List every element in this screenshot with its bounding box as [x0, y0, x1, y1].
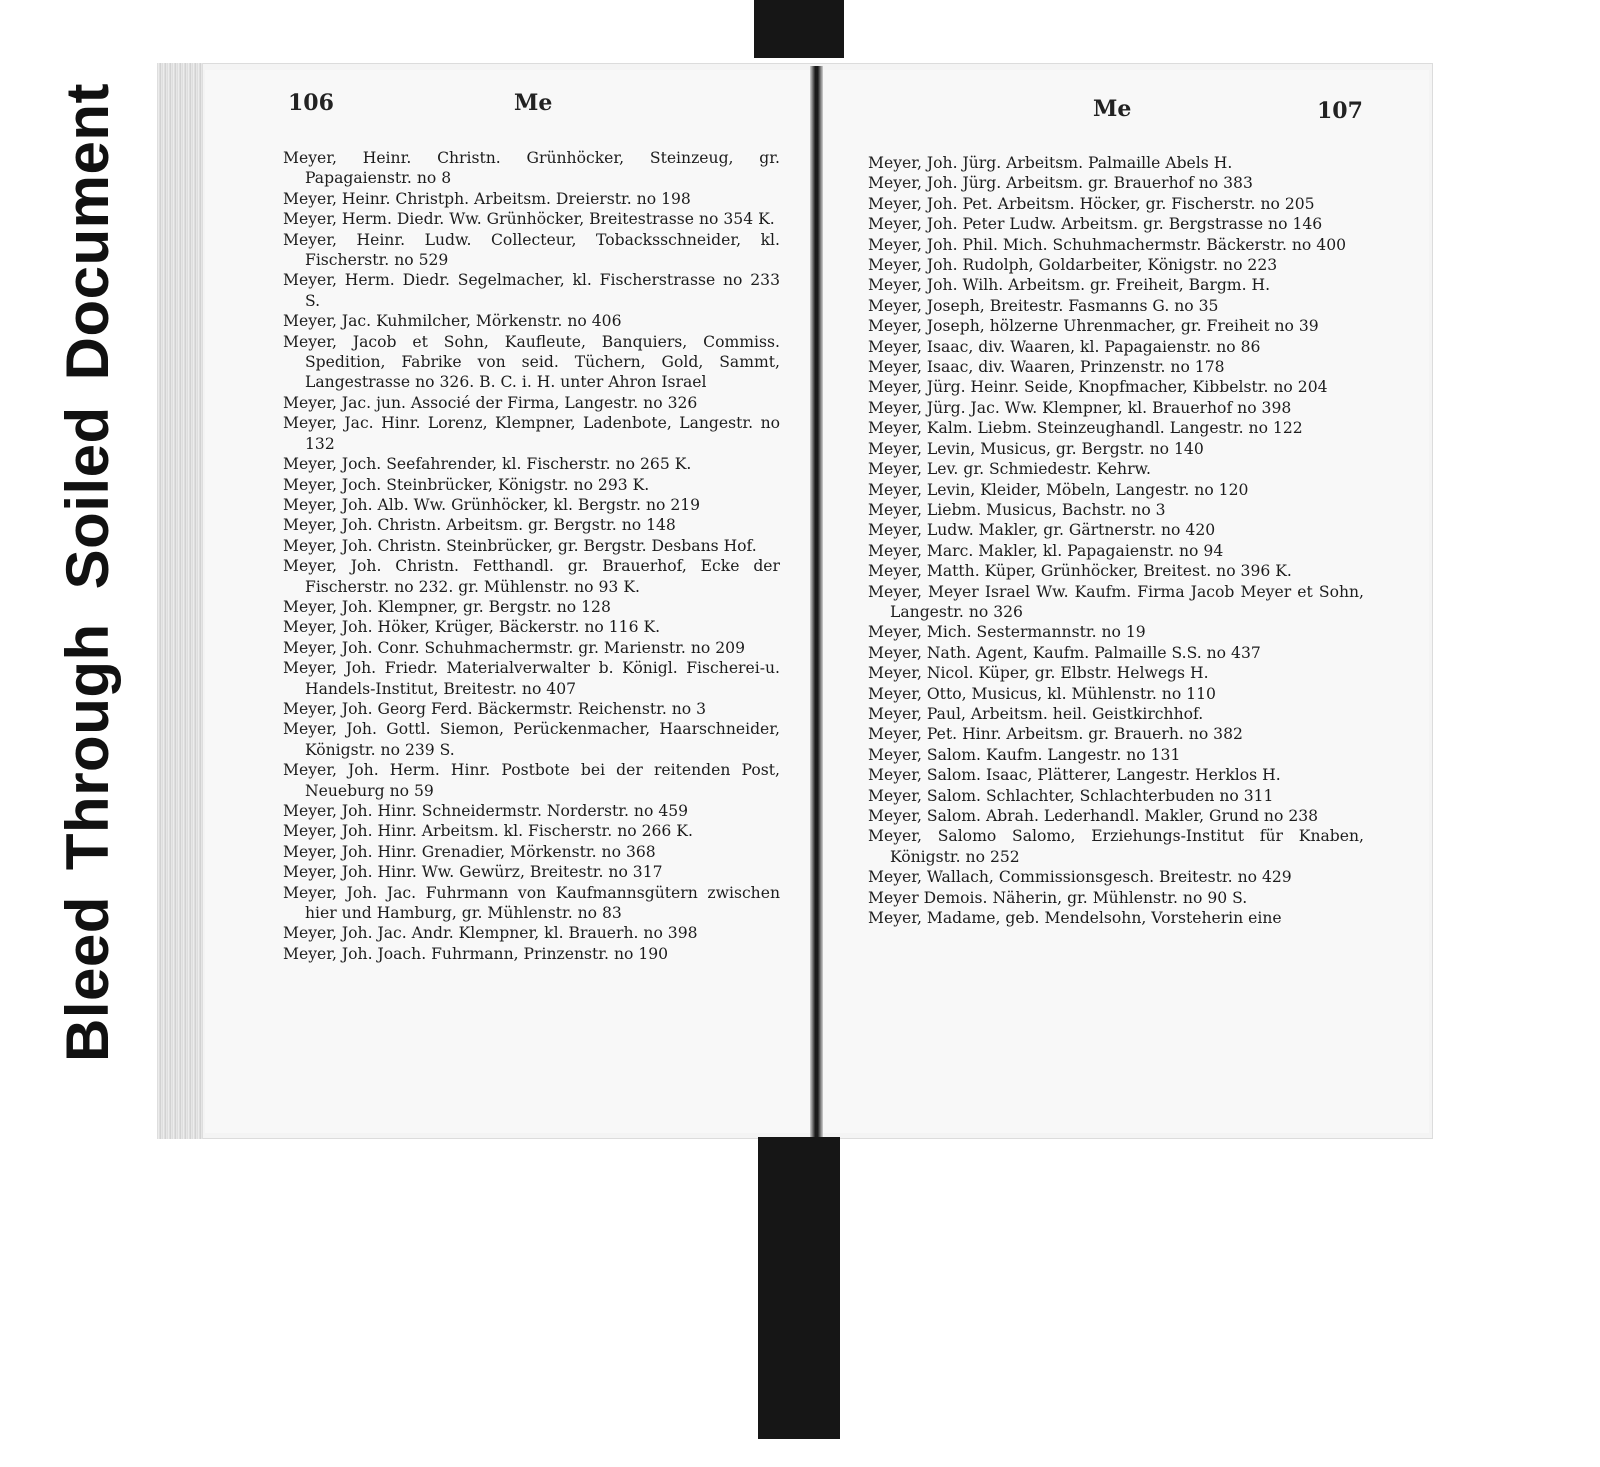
- directory-entry: Meyer, Levin, Kleider, Möbeln, Langestr. no 120: [868, 480, 1249, 499]
- directory-entry: Meyer, Marc. Makler, kl. Papagaienstr. no 94: [868, 541, 1224, 560]
- left-directory-entries: [283, 148, 780, 964]
- directory-entry: Meyer, Paul, Arbeitsm. heil. Geistkirchhof.: [868, 704, 1204, 723]
- page-edges: [157, 63, 203, 1139]
- left-page-number: 106: [288, 90, 334, 116]
- directory-entry: Meyer, Joh. Joach. Fuhrmann, Prinzenstr. no 190: [283, 944, 669, 963]
- directory-entry: Meyer, Joh. Klempner, gr. Bergstr. no 128: [283, 597, 611, 616]
- directory-entry: Meyer, Madame, geb. Mendelsohn, Vorsteherin eine: [868, 909, 1282, 928]
- directory-entry: Meyer, Matth. Küper, Grünhöcker, Breitest. no 396 K.: [868, 562, 1292, 581]
- directory-entry: Meyer, Jürg. Jac. Ww. Klempner, kl. Brauerhof no 398: [868, 398, 1292, 417]
- directory-entry: Meyer, Heinr. Ludw. Collecteur, Tobacksschneider, kl. Fischerstr. no 529: [283, 230, 780, 270]
- directory-entry: Meyer, Nath. Agent, Kaufm. Palmaille S.S. no 437: [868, 643, 1261, 662]
- directory-entry: Meyer, Joseph, hölzerne Uhrenmacher, gr. Freiheit no 39: [868, 317, 1319, 336]
- book-gutter: [810, 66, 823, 1138]
- directory-entry: Meyer, Joh. Alb. Ww. Grünhöcker, kl. Bergstr. no 219: [283, 495, 701, 514]
- directory-entry: Meyer, Herm. Diedr. Segelmacher, kl. Fischerstrasse no 233 S.: [283, 271, 780, 310]
- directory-entry: Meyer, Kalm. Liebm. Steinzeughandl. Langestr. no 122: [868, 419, 1303, 438]
- right-page-number: 107: [1317, 98, 1363, 124]
- label-word-document: Document: [54, 82, 121, 381]
- right-directory-entries: [868, 153, 1364, 928]
- label-word-bleed: Bleed: [54, 896, 121, 1062]
- directory-entry: Meyer, Joh. Peter Ludw. Arbeitsm. gr. Bergstrasse no 146: [868, 215, 1323, 234]
- directory-entry: Meyer, Herm. Diedr. Ww. Grünhöcker, Breitestrasse no 354 K.: [283, 210, 775, 229]
- bleed-through-soiled-document-label: [54, 82, 121, 1062]
- directory-entry: Meyer, Heinr. Christph. Arbeitsm. Dreierstr. no 198: [283, 189, 691, 208]
- directory-entry: Meyer, Joh. Pet. Arbeitsm. Höcker, gr. Fischerstr. no 205: [868, 194, 1315, 213]
- directory-entry: Meyer, Ludw. Makler, gr. Gärtnerstr. no 420: [868, 521, 1216, 540]
- directory-entry: Meyer, Joh. Gottl. Siemon, Perückenmacher, Haarschneider, Königstr. no 239 S.: [283, 720, 780, 759]
- directory-entry: Meyer, Jürg. Heinr. Seide, Knopfmacher, Kibbelstr. no 204: [868, 378, 1328, 397]
- directory-entry: Meyer, Pet. Hinr. Arbeitsm. gr. Brauerh. no 382: [868, 725, 1243, 744]
- directory-entry: Meyer, Joh. Phil. Mich. Schuhmachermstr. Bäckerstr. no 400: [868, 235, 1347, 254]
- directory-entry: Meyer, Joh. Jac. Andr. Klempner, kl. Brauerh. no 398: [283, 924, 698, 943]
- directory-entry: Meyer, Joh. Jürg. Arbeitsm. Palmaille Abels H.: [868, 154, 1233, 172]
- directory-entry: Meyer, Joh. Hinr. Schneidermstr. Norderstr. no 459: [283, 802, 689, 820]
- directory-entry: Meyer, Joh. Herm. Hinr. Postbote bei der reitenden Post, Neueburg no 59: [283, 761, 780, 800]
- directory-entry: Meyer, Isaac, div. Waaren, Prinzenstr. no 178: [868, 358, 1225, 377]
- directory-entry: Meyer, Salomo Salomo, Erziehungs-Institut für Knaben, Königstr. no 252: [868, 827, 1364, 866]
- directory-entry: Meyer, Joh. Jürg. Arbeitsm. gr. Brauerhof no 383: [868, 174, 1253, 193]
- directory-entry: Meyer Demois. Näherin, gr. Mühlenstr. no 90 S.: [868, 888, 1248, 907]
- directory-entry: Meyer, Joch. Seefahrender, kl. Fischerstr. no 265 K.: [283, 455, 692, 474]
- directory-entry: Meyer, Joh. Jac. Fuhrmann von Kaufmannsgütern zwischen hier und Hamburg, gr. Mühlenstr. no 83: [283, 883, 780, 923]
- directory-entry: Meyer, Joh. Christn. Fetthandl. gr. Brauerhof, Ecke der Fischerstr. no 232. gr. Mühlenstr. no 93 K.: [283, 557, 780, 596]
- directory-entry: Meyer, Joh. Höker, Krüger, Bäckerstr. no 116 K.: [283, 618, 661, 637]
- directory-entry: Meyer, Jac. Kuhmilcher, Mörkenstr. no 406: [283, 312, 622, 331]
- directory-entry: Meyer, Levin, Musicus, gr. Bergstr. no 140: [868, 439, 1204, 458]
- directory-entry: Meyer, Otto, Musicus, kl. Mühlenstr. no 110: [868, 684, 1216, 703]
- directory-entry: Meyer, Joh. Friedr. Materialverwalter b. Königl. Fischerei-u. Handels-Institut, Breitestr. no 407: [283, 659, 780, 698]
- directory-entry: Meyer, Meyer Israel Ww. Kaufm. Firma Jacob Meyer et Sohn, Langestr. no 326: [868, 582, 1364, 621]
- directory-entry: Meyer, Wallach, Commissionsgesch. Breitestr. no 429: [868, 868, 1292, 887]
- directory-entry: Meyer, Salom. Abrah. Lederhandl. Makler, Grund no 238: [868, 807, 1319, 825]
- directory-entry: Meyer, Nicol. Küper, gr. Elbstr. Helwegs H.: [868, 664, 1209, 683]
- directory-entry: Meyer, Joh. Hinr. Ww. Gewürz, Breitestr. no 317: [283, 863, 663, 882]
- directory-entry: Meyer, Salom. Isaac, Plätterer, Langestr. Herklos H.: [868, 766, 1281, 785]
- label-word-soiled: Soiled: [54, 406, 121, 590]
- directory-entry: Meyer, Joh. Hinr. Arbeitsm. kl. Fischerstr. no 266 K.: [283, 822, 693, 841]
- top-clip: [754, 0, 844, 58]
- directory-entry: Meyer, Joh. Georg Ferd. Bäckermstr. Reichenstr. no 3: [283, 699, 707, 718]
- directory-entry: Meyer, Lev. gr. Schmiedestr. Kehrw.: [868, 460, 1151, 479]
- directory-entry: Meyer, Jac. Hinr. Lorenz, Klempner, Ladenbote, Langestr. no 132: [283, 414, 780, 453]
- directory-entry: Meyer, Salom. Schlachter, Schlachterbuden no 311: [868, 786, 1274, 805]
- bottom-clip: [758, 1137, 840, 1439]
- directory-entry: Meyer, Liebm. Musicus, Bachstr. no 3: [868, 500, 1166, 519]
- directory-entry: Meyer, Joh. Wilh. Arbeitsm. gr. Freiheit, Bargm. H.: [868, 276, 1271, 295]
- directory-entry: Meyer, Salom. Kaufm. Langestr. no 131: [868, 745, 1181, 764]
- label-word-through: Through: [54, 623, 121, 871]
- directory-entry: Meyer, Joh. Christn. Steinbrücker, gr. Bergstr. Desbans Hof.: [283, 536, 757, 555]
- directory-entry: Meyer, Joh. Rudolph, Goldarbeiter, Königstr. no 223: [868, 256, 1278, 275]
- directory-entry: Meyer, Joh. Hinr. Grenadier, Mörkenstr. no 368: [283, 842, 656, 861]
- directory-entry: Meyer, Heinr. Christn. Grünhöcker, Steinzeug, gr. Papagaienstr. no 8: [283, 149, 780, 188]
- left-running-head: Me: [514, 90, 553, 116]
- directory-entry: Meyer, Jacob et Sohn, Kaufleute, Banquiers, Commiss. Spedition, Fabrike von seid. Tüchern, Gold, Sammt, Langestrasse no 326. B. C. i. H. unter Ahron Israel: [283, 332, 780, 392]
- directory-entry: Meyer, Joseph, Breitestr. Fasmanns G. no 35: [868, 296, 1219, 315]
- directory-entry: Meyer, Isaac, div. Waaren, kl. Papagaienstr. no 86: [868, 337, 1261, 356]
- directory-entry: Meyer, Mich. Sestermannstr. no 19: [868, 623, 1146, 642]
- directory-entry: Meyer, Joh. Conr. Schuhmachermstr. gr. Marienstr. no 209: [283, 638, 745, 657]
- right-running-head: Me: [1093, 96, 1132, 122]
- directory-entry: Meyer, Jac. jun. Associé der Firma, Langestr. no 326: [283, 393, 698, 412]
- directory-entry: Meyer, Joch. Steinbrücker, Königstr. no 293 K.: [283, 475, 650, 494]
- directory-entry: Meyer, Joh. Christn. Arbeitsm. gr. Bergstr. no 148: [283, 516, 676, 535]
